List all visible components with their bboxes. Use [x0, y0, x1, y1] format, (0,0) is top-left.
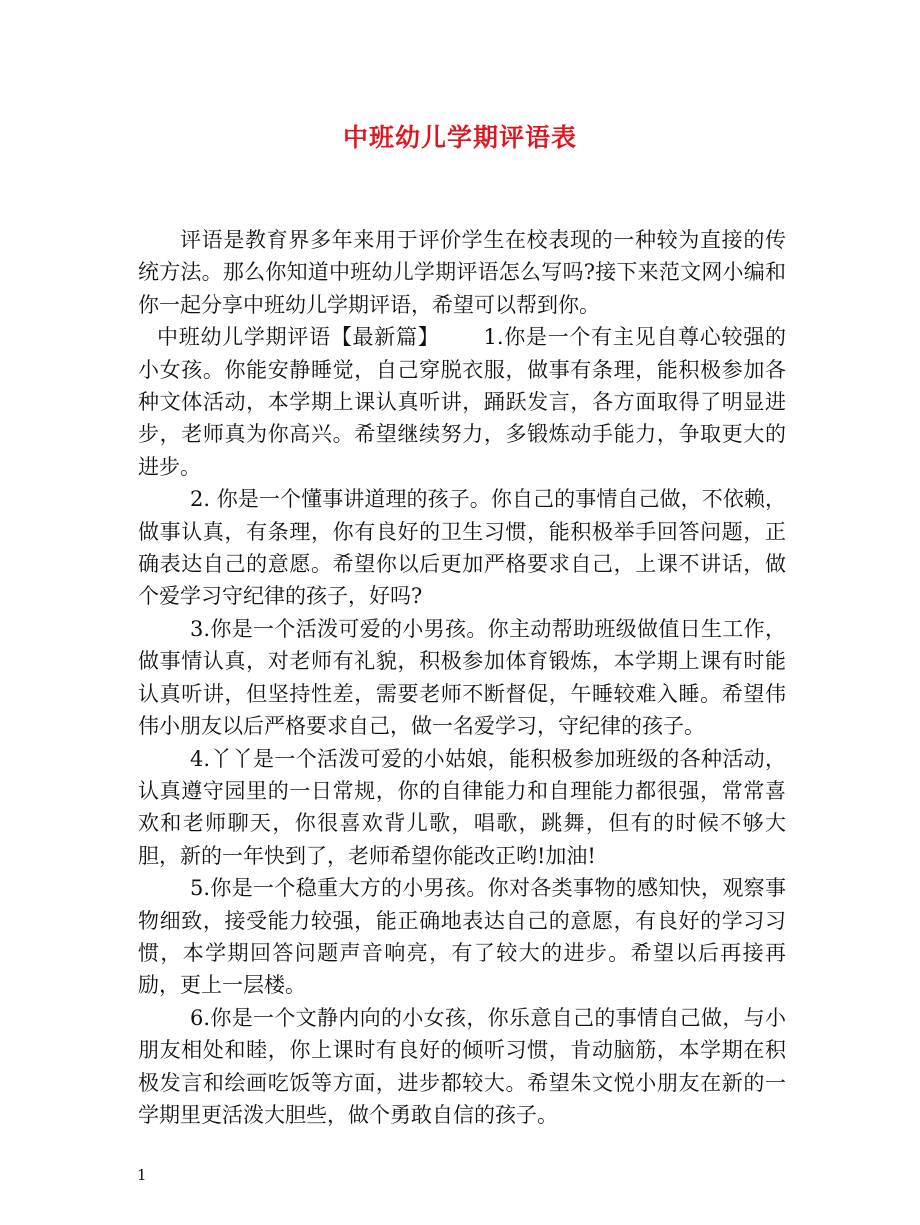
comment-item-5: 5.你是一个稳重大方的小男孩。你对各类事物的感知快，观察事物细致，接受能力较强，能正确地表达自己的意愿，有良好的学习习惯，本学期回答问题声音响亮，有了较大的进步。希望以后再接再励，更上一层楼。 [138, 876, 786, 998]
intro-paragraph: 评语是教育界多年来用于评价学生在校表现的一种较为直接的传统方法。那么你知道中班幼儿学期评语怎么写吗?接下来范文网小编和你一起分享中班幼儿学期评语，希望可以帮到你。 [138, 228, 786, 317]
comment-item-2: 2. 你是一个懂事讲道理的孩子。你自己的事情自己做，不依赖，做事认真，有条理，你有良好的卫生习惯，能积极举手回答问题，正确表达自己的意愿。希望你以后更加严格要求自己，上课不讲话，做个爱学习守纪律的孩子，好吗? [138, 487, 786, 609]
section-heading: 中班幼儿学期评语【最新篇】 [157, 325, 440, 350]
comment-item-1: 1.你是一个有主见自尊心较强的小女孩。你能安静睡觉，自己穿脱衣服，做事有条理，能积极参加各种文体活动，本学期上课认真听讲，踊跃发言，各方面取得了明显进步，老师真为你高兴。希望继续努力，多锻炼动手能力，争取更大的进步。 [138, 325, 786, 479]
page-number: 1 [137, 1166, 147, 1185]
document-title: 中班幼儿学期评语表 [342, 123, 577, 152]
comment-item-3: 3.你是一个活泼可爱的小男孩。你主动帮助班级做值日生工作，做事情认真，对老师有礼貌，积极参加体育锻炼，本学期上课有时能认真听讲，但坚持性差，需要老师不断督促，午睡较难入睡。希望伟伟小朋友以后严格要求自己，做一名爱学习，守纪律的孩子。 [138, 616, 786, 739]
section-paragraph [138, 321, 786, 483]
comment-item-4: 4.丫丫是一个活泼可爱的小姑娘，能积极参加班级的各种活动，认真遵守园里的一日常规，你的自律能力和自理能力都很强，常常喜欢和老师聊天，你很喜欢背儿歌，唱歌，跳舞，但有的时候不够大胆，新的一年快到了，老师希望你能改正哟!加油! [138, 746, 786, 868]
document-body [138, 224, 786, 1131]
comment-item-6: 6.你是一个文静内向的小女孩，你乐意自己的事情自己做，与小朋友相处和睦，你上课时有良好的倾听习惯，肯动脑筋，本学期在积极发言和绘画吃饭等方面，进步都较大。希望朱文悦小朋友在新的一学期里更活泼大胆些，做个勇敢自信的孩子。 [138, 1005, 786, 1127]
